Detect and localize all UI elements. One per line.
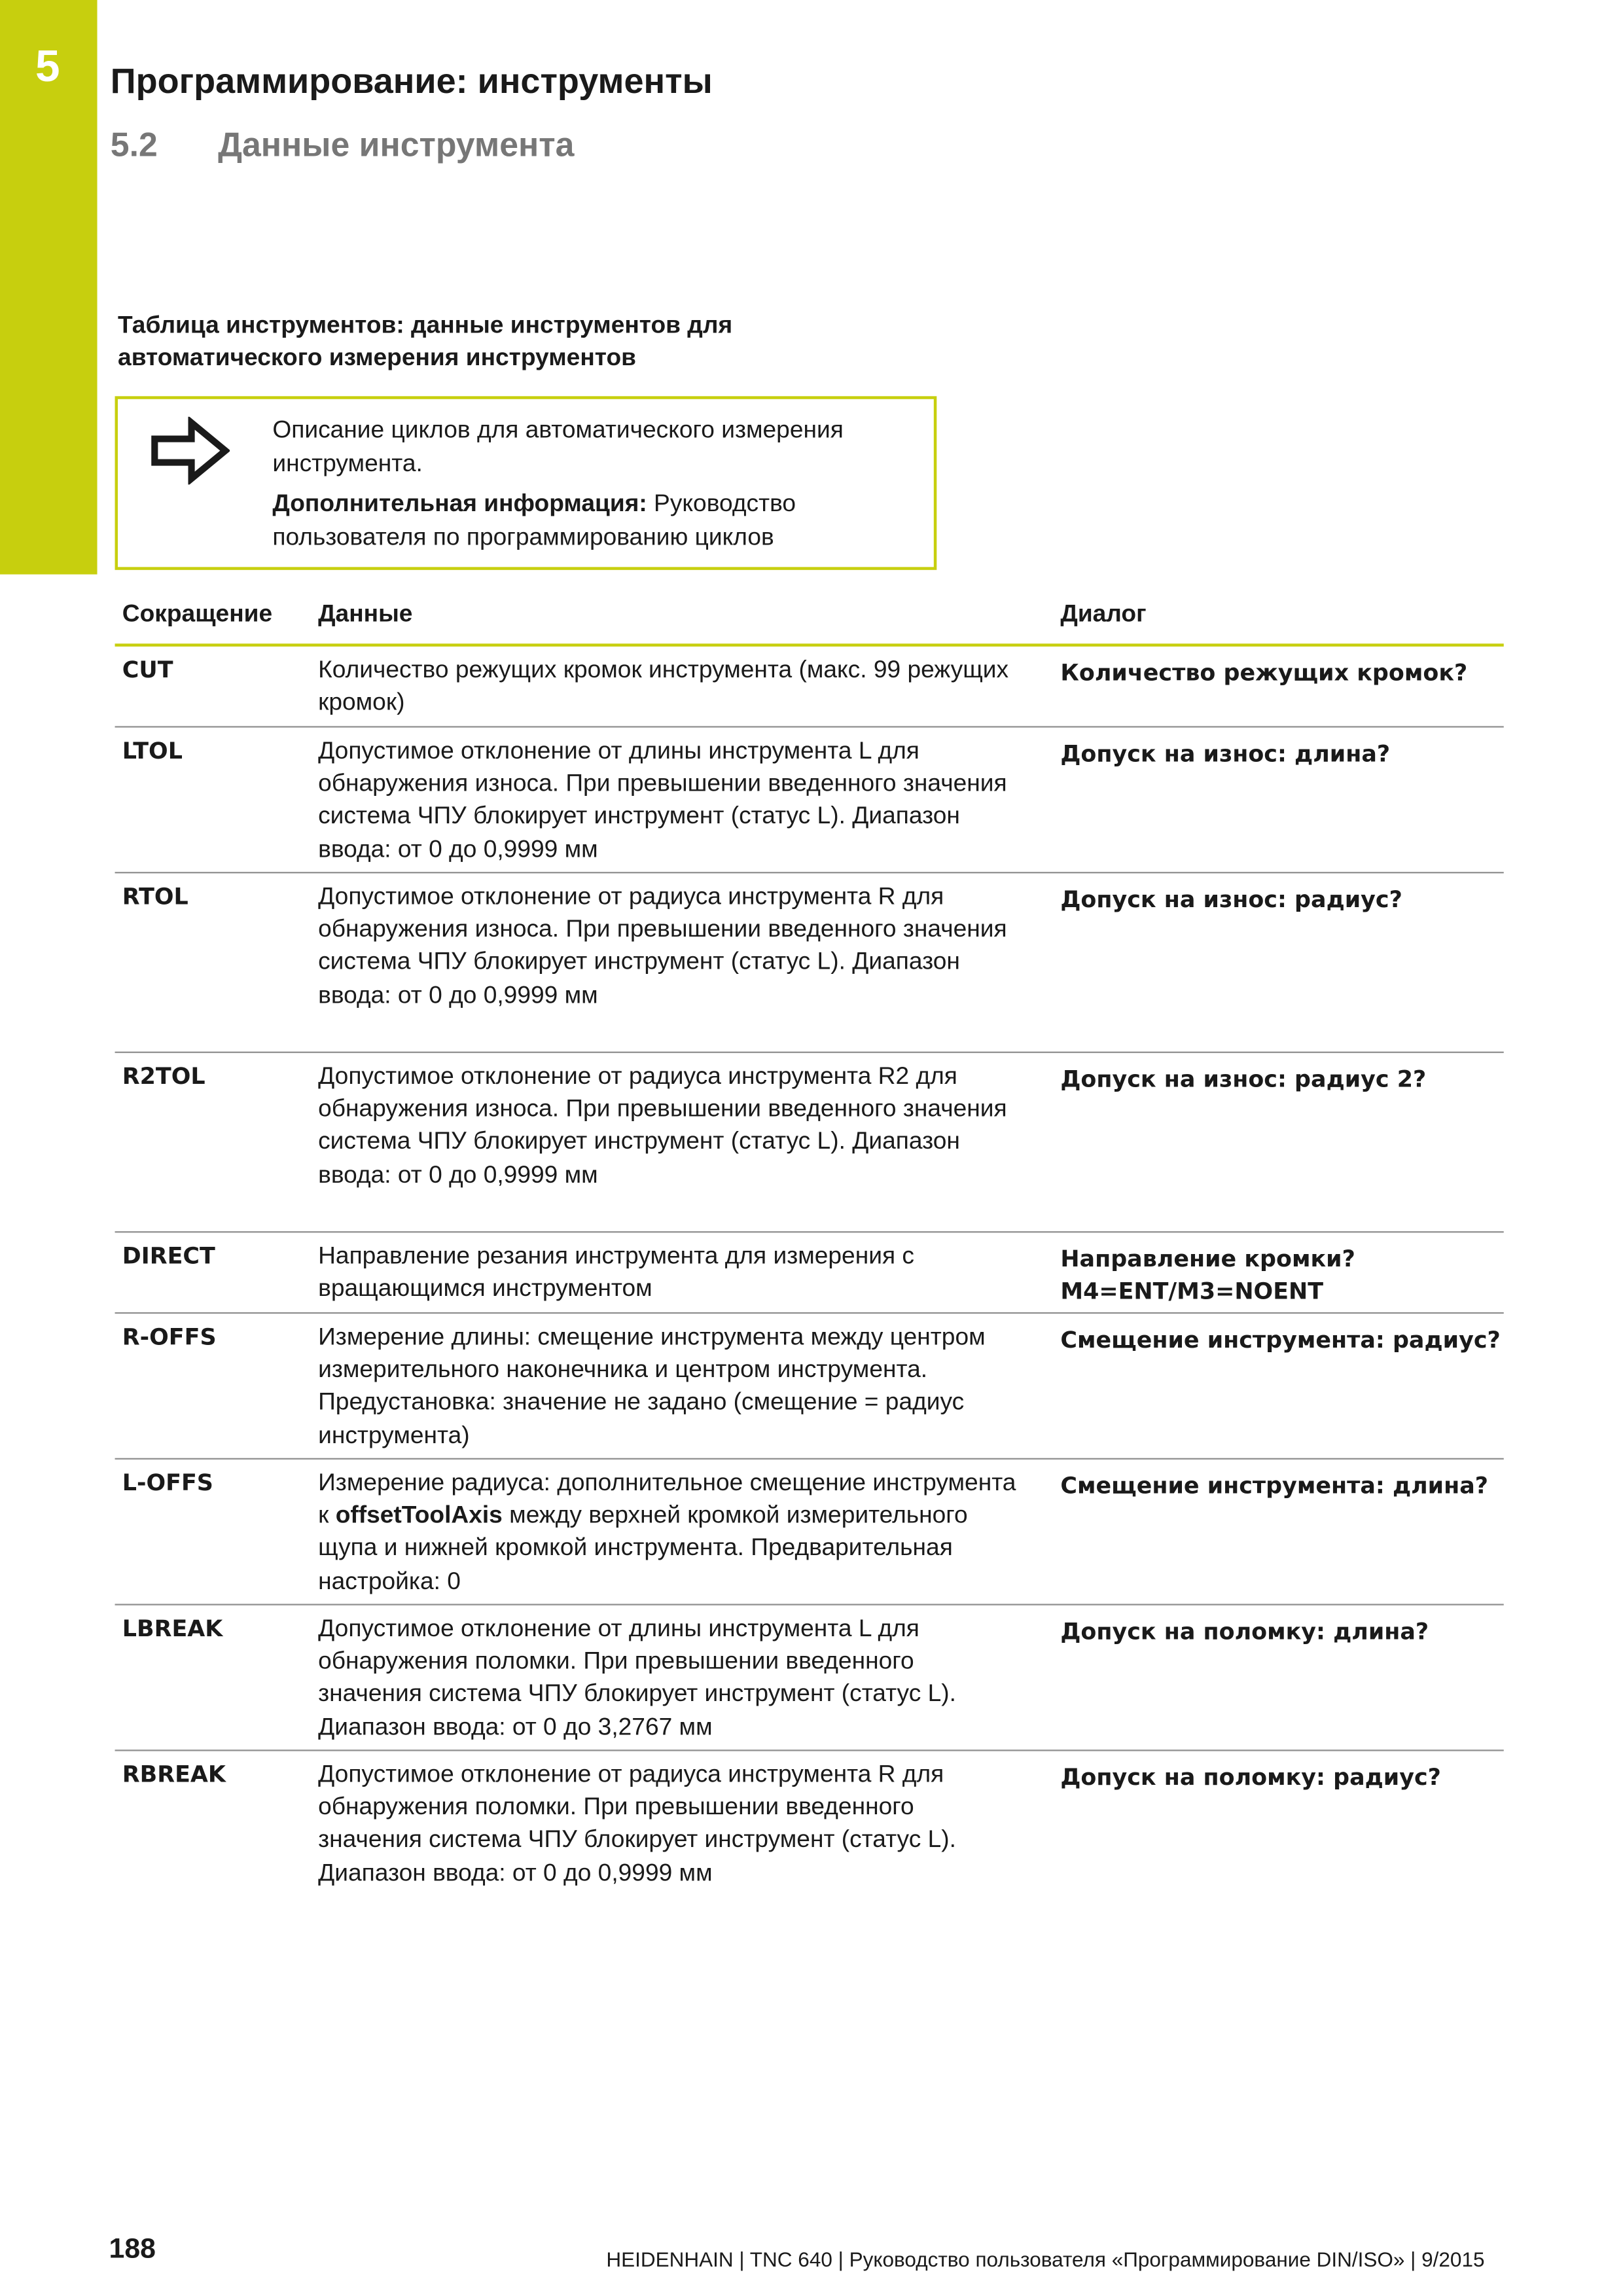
table-row — [115, 1232, 1504, 1314]
arrow-right-icon — [151, 417, 230, 485]
row-dialog: Количество режущих кромок? — [1060, 660, 1468, 687]
row-data-text: между верхней кромкой измерительного щупа и нижней кромкой инструмента. Предварительная настройка: 0 — [318, 1502, 968, 1595]
row-data: Измерение длины: смещение инструмента между центром измерительного наконечника и центром инструмента. Предустановка: значение не задано (смещение = радиус инструмента) — [318, 1323, 986, 1449]
header-data: Данные — [318, 601, 413, 628]
table-row — [115, 728, 1504, 874]
table-row — [115, 647, 1504, 728]
row-data: Количество режущих кромок инструмента (макс. 99 режущих кромок) — [318, 656, 1009, 717]
row-data-parameter: offsetToolAxis — [335, 1502, 503, 1530]
section-number: 5.2 — [110, 125, 158, 164]
row-dialog: Допуск на износ: радиус? — [1060, 886, 1402, 914]
chapter-title: Программирование: инструменты — [110, 62, 713, 102]
row-abbreviation: DIRECT — [122, 1243, 215, 1270]
row-abbreviation: CUT — [122, 656, 173, 684]
note-box — [115, 396, 937, 570]
page-number: 188 — [109, 2234, 156, 2265]
row-dialog: Допуск на поломку: радиус? — [1060, 1764, 1441, 1791]
row-data: Допустимое отклонение от длины инструмента L для обнаружения износа. При превышении введенного значения система ЧПУ блокирует инструмент (статус L). Диапазон ввода: от 0 до 0,9999 мм — [318, 738, 1007, 863]
table-header — [115, 595, 1504, 647]
row-dialog: Допуск на поломку: длина? — [1060, 1618, 1429, 1645]
row-abbreviation: LBREAK — [122, 1615, 223, 1642]
row-abbreviation: RBREAK — [122, 1761, 226, 1788]
row-data: Допустимое отклонение от радиуса инструмента R для обнаружения износа. При превышении введенного значения система ЧПУ блокирует инструмент (статус L). Диапазон ввода: от 0 до 0,9999 мм — [318, 884, 1007, 1009]
tool-data-table — [115, 595, 1504, 1931]
row-data-text: Измерение радиуса: дополнительное смещение инструмента к — [318, 1469, 1016, 1530]
chapter-number: 5 — [35, 43, 60, 92]
footer-text: HEIDENHAIN | TNC 640 | Руководство пользователя «Программирование DIN/ISO» | 9/2015 — [606, 2247, 1485, 2271]
row-dialog: Смещение инструмента: радиус? — [1060, 1327, 1501, 1354]
row-abbreviation: R2TOL — [122, 1063, 205, 1090]
note-more-info — [272, 488, 920, 554]
chapter-sidebar — [0, 0, 98, 575]
row-abbreviation: RTOL — [122, 884, 188, 910]
row-abbreviation: R-OFFS — [122, 1323, 217, 1351]
row-data: Направление резания инструмента для измерения с вращающимся инструментом — [318, 1243, 914, 1302]
row-data: Допустимое отклонение от радиуса инструмента R для обнаружения поломки. При превышении введенного значения система ЧПУ блокирует инструмент (статус L). Диапазон ввода: от 0 до 0,9999 мм — [318, 1761, 956, 1886]
note-text — [272, 414, 920, 554]
row-dialog: Смещение инструмента: длина? — [1060, 1473, 1489, 1499]
row-data: Допустимое отклонение от радиуса инструмента R2 для обнаружения износа. При превышении введенного значения система ЧПУ блокирует инструмент (статус L). Диапазон ввода: от 0 до 0,9999 мм — [318, 1063, 1007, 1189]
row-data — [318, 1467, 1022, 1598]
table-row — [115, 1314, 1504, 1460]
row-dialog: Допуск на износ: радиус 2? — [1060, 1066, 1427, 1093]
table-row — [115, 1605, 1504, 1751]
row-abbreviation: L-OFFS — [122, 1469, 213, 1497]
note-more-info-text: Руководство пользователя по программированию циклов — [272, 490, 796, 550]
table-row — [115, 1053, 1504, 1233]
row-data: Допустимое отклонение от длины инструмента L для обнаружения поломки. При превышении введенного значения система ЧПУ блокирует инструмент (статус L). Диапазон ввода: от 0 до 3,2767 мм — [318, 1615, 956, 1740]
header-dialog: Диалог — [1060, 601, 1147, 628]
table-row — [115, 1460, 1504, 1605]
section-title: Данные инструмента — [218, 125, 575, 164]
row-dialog: Направление кромки? M4=ENT/M3=NOENT — [1060, 1246, 1355, 1306]
table-row — [115, 1751, 1504, 1931]
table-subheading: Таблица инструментов: данные инструментов для автоматического измерения инструментов — [118, 312, 733, 372]
note-description: Описание циклов для автоматического измерения инструмента. — [272, 416, 844, 476]
header-abbreviation: Сокращение — [122, 601, 273, 628]
table-row — [115, 873, 1504, 1053]
note-more-info-label: Дополнительная информация: — [272, 490, 647, 517]
row-dialog: Допуск на износ: длина? — [1060, 740, 1391, 768]
row-abbreviation: LTOL — [122, 738, 183, 764]
